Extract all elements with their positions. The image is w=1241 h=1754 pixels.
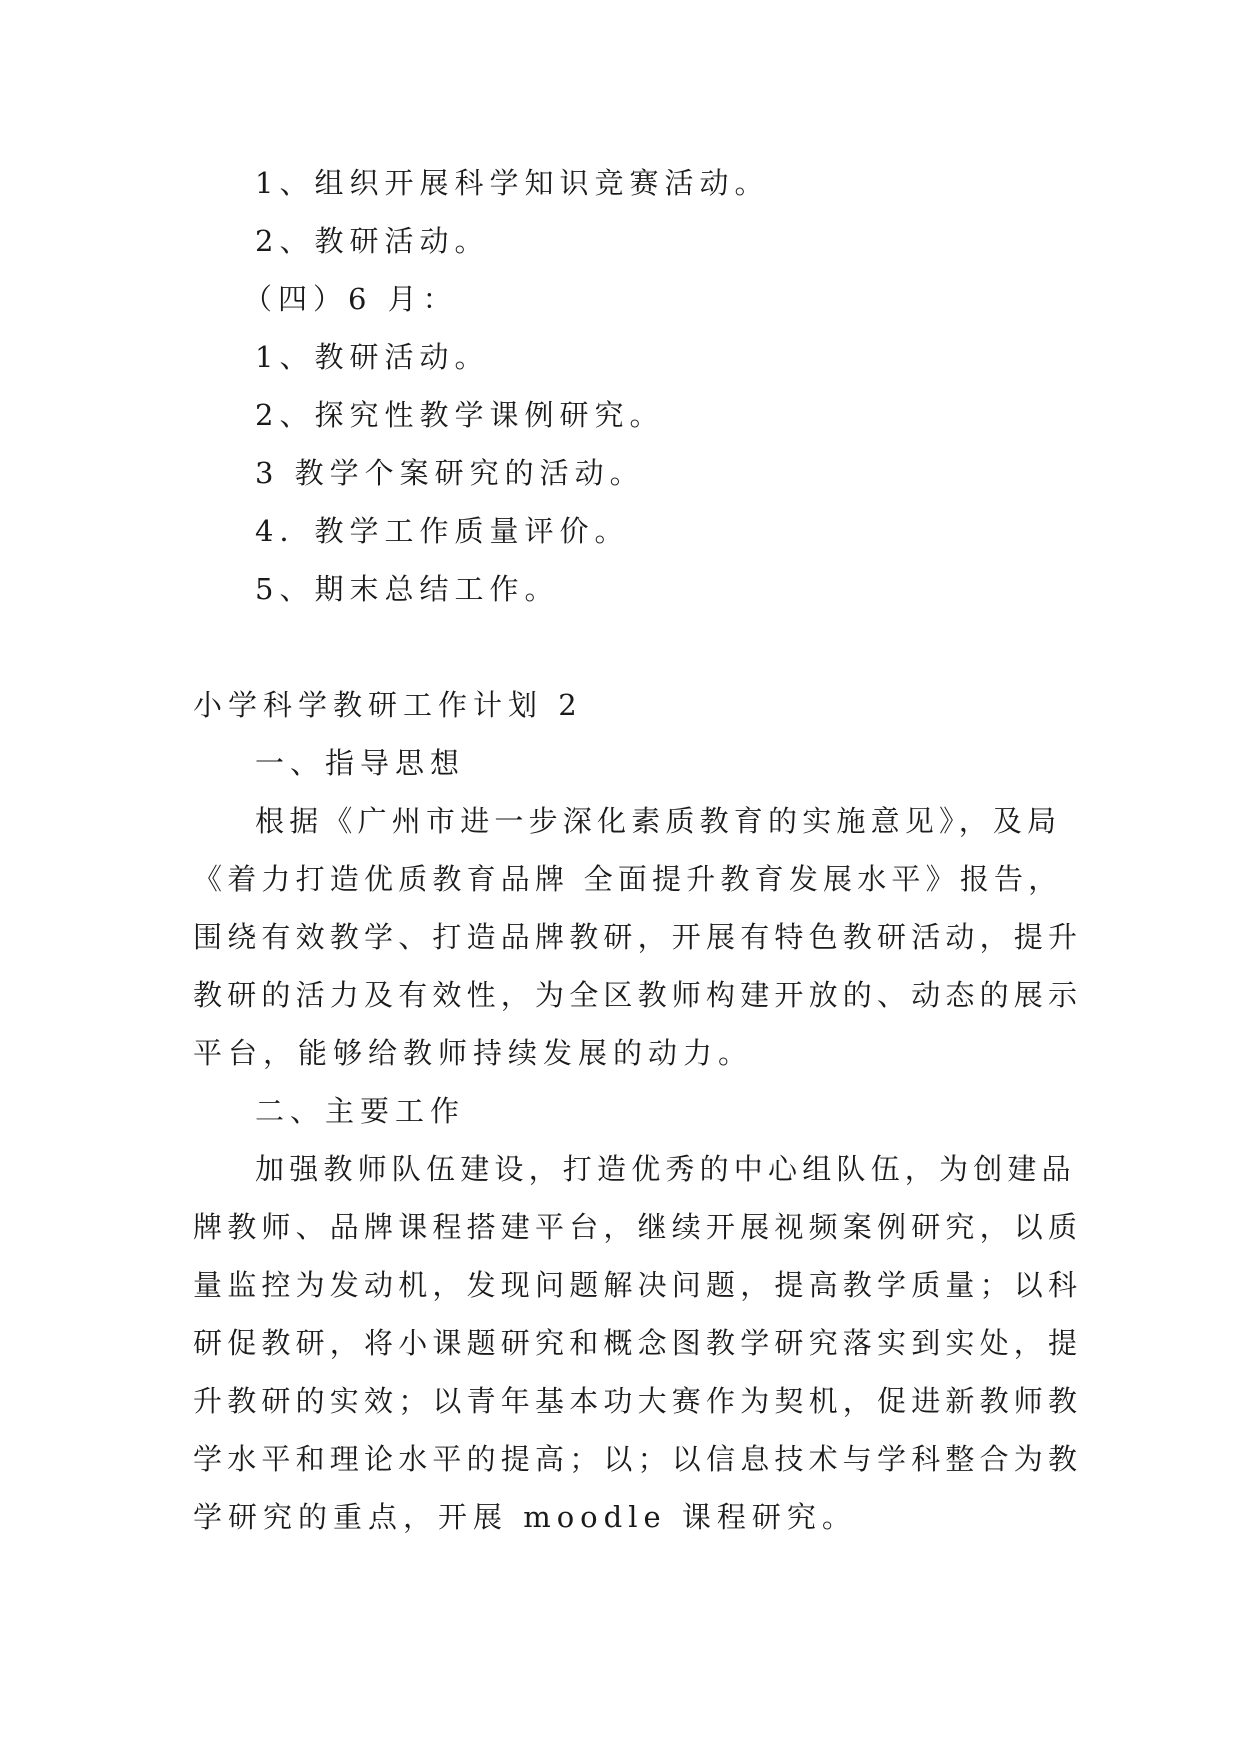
plan-title: 小学科学教研工作计划 2 — [193, 688, 583, 722]
paragraph-line: 平台，能够给教师持续发展的动力。 — [193, 1036, 754, 1070]
paragraph-line: 教研的活力及有效性，为全区教师构建开放的、动态的展示 — [193, 978, 1083, 1012]
list-item-june-2: 2、探究性教学课例研究。 — [255, 398, 665, 432]
paragraph-line: 加强教师队伍建设，打造优秀的中心组队伍，为创建品 — [255, 1152, 1076, 1186]
list-item-may-1: 1、组织开展科学知识竞赛活动。 — [255, 166, 770, 200]
paragraph-line: 升教研的实效；以青年基本功大赛作为契机，促进新教师教 — [193, 1384, 1083, 1418]
paragraph-line: 学水平和理论水平的提高；以；以信息技术与学科整合为教 — [193, 1442, 1083, 1476]
list-item-june-5: 5、期末总结工作。 — [255, 572, 560, 606]
list-item-june-4: 4．教学工作质量评价。 — [255, 514, 630, 548]
paragraph-line: 研促教研，将小课题研究和概念图教学研究落实到实处，提 — [193, 1326, 1083, 1360]
list-item-may-2: 2、教研活动。 — [255, 224, 490, 258]
paragraph-line: 牌教师、品牌课程搭建平台，继续开展视频案例研究，以质 — [193, 1210, 1083, 1244]
section-heading-guiding-thought: 一、指导思想 — [255, 746, 466, 780]
list-item-june-1: 1、教研活动。 — [255, 340, 490, 374]
list-item-june-3: 3 教学个案研究的活动。 — [255, 456, 645, 490]
paragraph-line: 学研究的重点，开展 moodle 课程研究。 — [193, 1500, 857, 1534]
paragraph-line: 围绕有效教学、打造品牌教研，开展有特色教研活动，提升 — [193, 920, 1083, 954]
paragraph-line: 根据《广州市进一步深化素质教育的实施意见》，及局 — [255, 804, 1062, 838]
section-heading-june: （四）6 月： — [243, 282, 458, 316]
paragraph-line: 量监控为发动机，发现问题解决问题，提高教学质量；以科 — [193, 1268, 1083, 1302]
paragraph-line: 《着力打造优质教育品牌 全面提升教育发展水平》报告， — [193, 862, 1063, 896]
section-heading-main-work: 二、主要工作 — [255, 1094, 466, 1128]
